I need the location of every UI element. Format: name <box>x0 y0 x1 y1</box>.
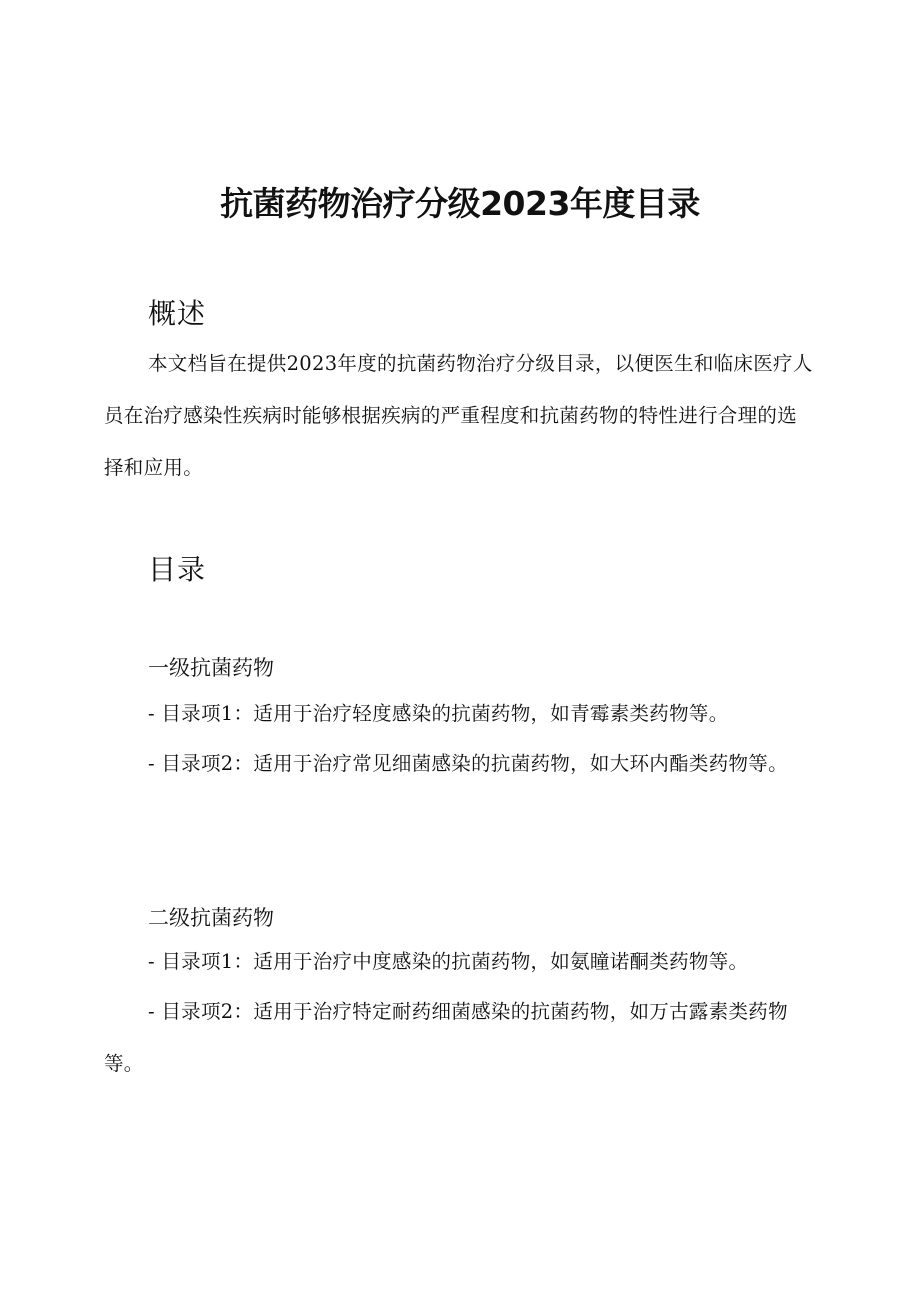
section-heading-level-1: 一级抗菌药物 <box>148 656 274 680</box>
level-2-item-2: - 目录项2：适用于治疗特定耐药细菌感染的抗菌药物，如万古露素类药物等。 <box>104 1000 788 1075</box>
section-heading-level-2: 二级抗菌药物 <box>148 906 274 930</box>
level-1-item-2: - 目录项2：适用于治疗常见细菌感染的抗菌药物，如大环内酯类药物等。 <box>148 752 788 775</box>
level-2-item-1: - 目录项1：适用于治疗中度感染的抗菌药物，如氨瞳诺酮类药物等。 <box>148 950 749 973</box>
document-title: 抗菌药物治疗分级2023年度目录 <box>220 184 700 223</box>
level-1-item-1: - 目录项1：适用于治疗轻度感染的抗菌药物，如青霉素类药物等。 <box>148 702 729 725</box>
catalog-heading: 目录 <box>148 553 207 586</box>
overview-heading: 概述 <box>148 297 207 330</box>
overview-paragraph: 本文档旨在提供2023年度的抗菌药物治疗分级目录，以便医生和临床医疗人员在治疗感染性疾病时能够根据疾病的严重程度和抗菌药物的特性进行合理的选择和应用。 <box>104 352 813 479</box>
